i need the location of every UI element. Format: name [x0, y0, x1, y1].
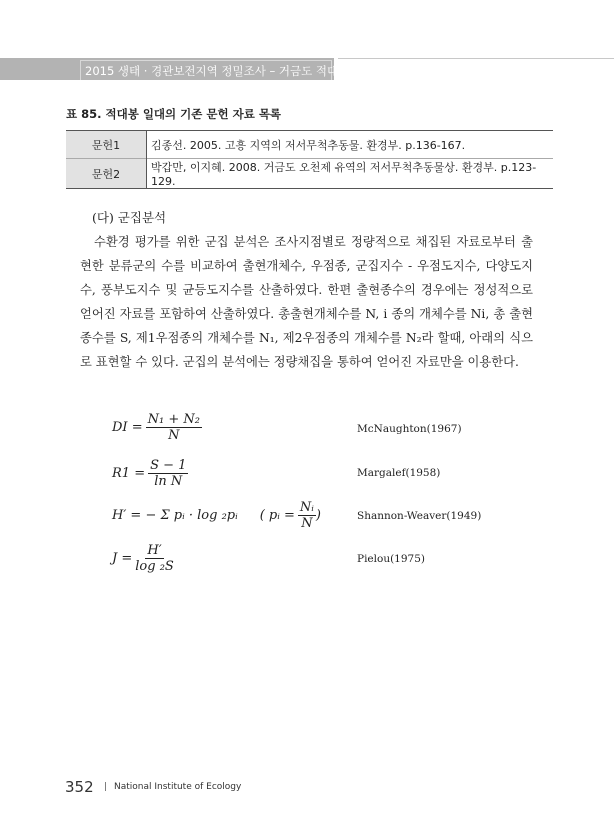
row-label: 문헌2	[66, 159, 147, 189]
formula-pi: ( pᵢ =	[259, 508, 295, 523]
denominator: N	[301, 516, 313, 531]
formula-lhs: H′ = − Σ pᵢ · log ₂pᵢ	[112, 508, 238, 523]
fraction	[298, 500, 316, 531]
citation: Pielou(1975)	[357, 553, 425, 565]
reference-table	[66, 130, 553, 189]
citation: McNaughton(1967)	[357, 423, 462, 435]
formula-lhs: R1 =	[112, 466, 146, 481]
table-title: 표 85. 적대봉 일대의 기존 문헌 자료 목록	[66, 107, 282, 121]
fraction	[148, 458, 188, 489]
header-rule	[338, 58, 614, 59]
numerator: H′	[147, 543, 162, 558]
numerator: Nᵢ	[299, 500, 314, 515]
denominator: N	[168, 428, 180, 443]
formula-lhs: DI =	[112, 420, 143, 435]
numerator: N₁ + N₂	[147, 412, 200, 427]
numerator: S − 1	[150, 458, 187, 473]
row-text: 김종선. 2005. 고흥 지역의 저서무척추동물. 환경부. p.136-167.	[151, 138, 466, 152]
running-title: 2015 생태 · 경관보전지역 정밀조사 – 거금도 적대봉	[80, 60, 332, 80]
table-row	[66, 159, 553, 189]
fraction	[146, 412, 202, 443]
citation: Margalef(1958)	[357, 467, 441, 479]
denominator: log ₂S	[135, 559, 174, 574]
table-row	[66, 131, 553, 159]
citation: Shannon-Weaver(1949)	[357, 510, 482, 522]
formula-lhs: J =	[112, 551, 133, 566]
denominator: ln N	[154, 474, 183, 489]
section-heading: (다) 군집분석	[92, 210, 167, 225]
body-paragraph: 수환경 평가를 위한 군집 분석은 조사지점별로 정량적으로 채집된 자료로부터 출현한 분류군의 수를 비교하여 출현개체수, 우점종, 군집지수 - 우점도지수, 다양도지수, 풍부도지수 및 균등도지수를 산출하였다. 한편 출현종수의 경우에는 정성적으로 얻어진 자료를 포함하여 산출하였다. 총출현개체수를 N, i 종의 개체수를 Ni, 총 출현종수를 S, 제1우점종의 개체수를 N₁, 제2우점종의 개체수를 N₂라 할때, 아래의 식으로 표현할 수 있다. 군집의 분석에는 정량채집을 통하여 얻어진 자료만을 이용한다.	[80, 235, 533, 369]
publisher-name: National Institute of Ecology	[114, 782, 242, 792]
formula-dominance	[112, 412, 202, 443]
formula-richness	[112, 458, 188, 489]
row-text: 박갑만, 이지혜. 2008. 거금도 오천제 유역의 저서무척추동물상. 환경부. p.123-129.	[151, 161, 537, 188]
row-label: 문헌1	[66, 131, 147, 159]
formula-diversity	[112, 500, 321, 531]
formula-close: )	[315, 508, 321, 523]
fraction	[135, 543, 174, 574]
formula-evenness	[112, 543, 174, 574]
footer-separator: |	[104, 782, 108, 792]
page-number: 352	[65, 778, 94, 796]
